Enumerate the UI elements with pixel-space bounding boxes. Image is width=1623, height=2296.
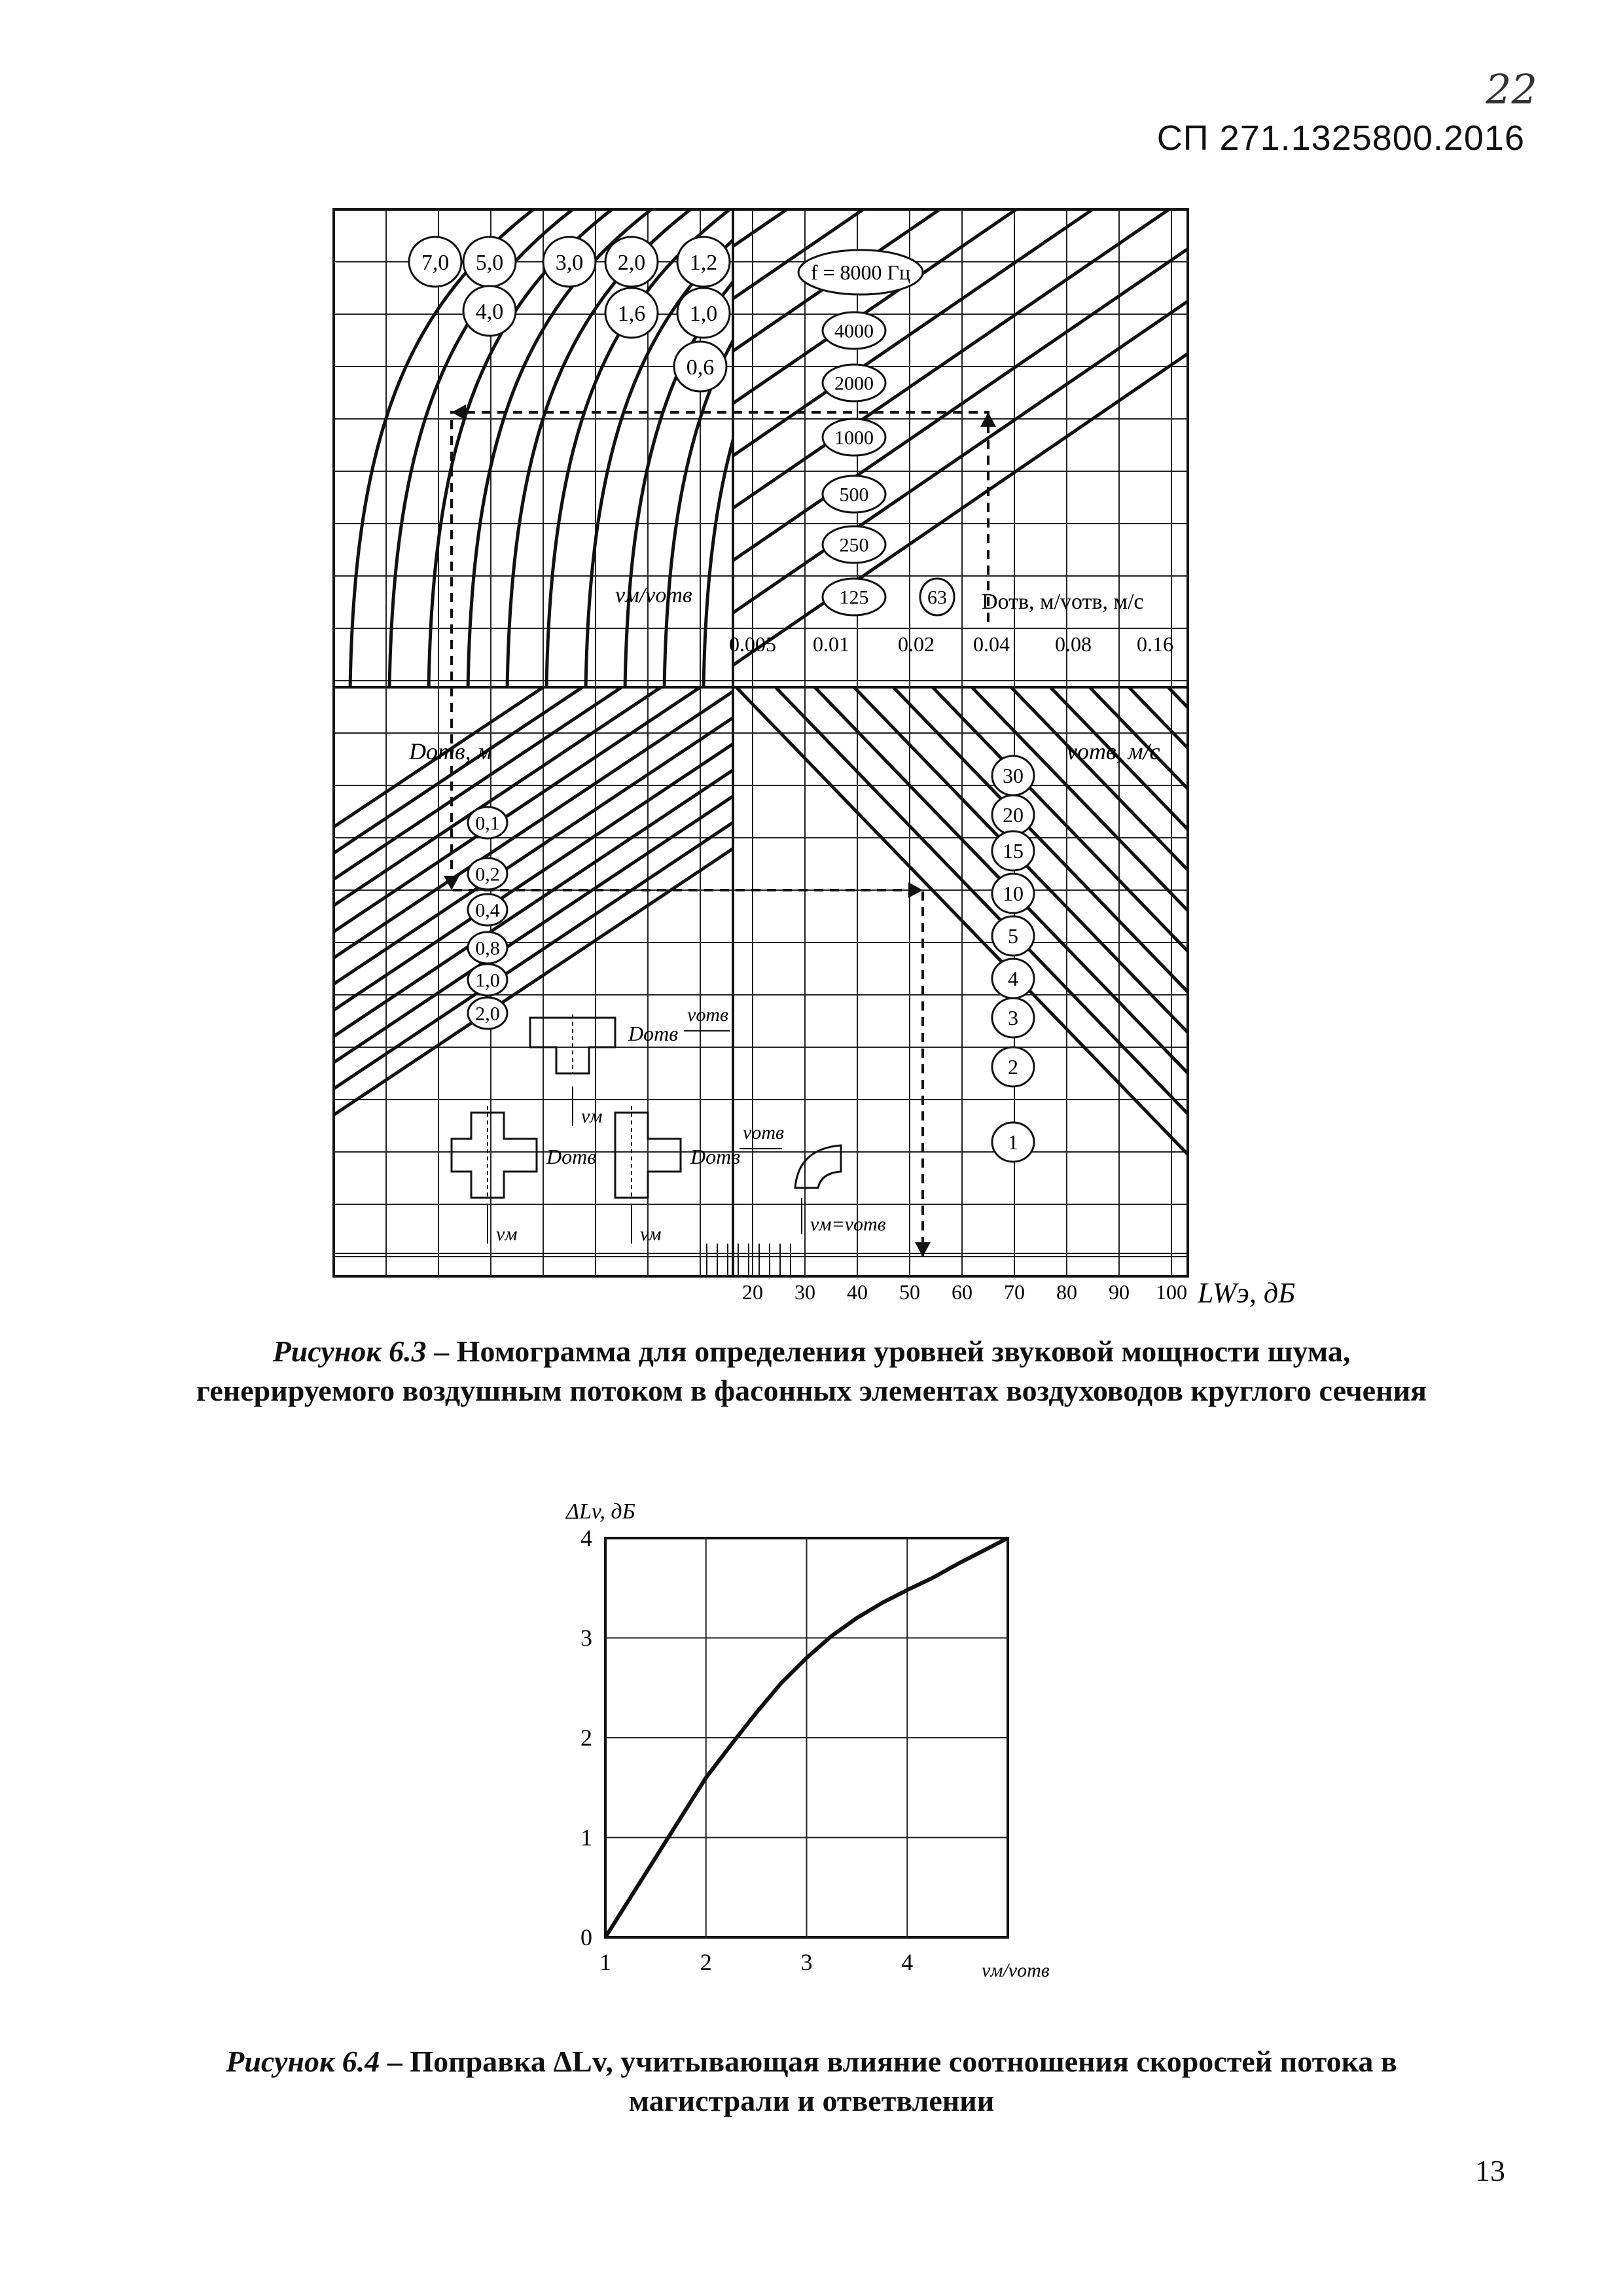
frequency-circle: f = 8000 Гц xyxy=(810,260,911,285)
velocity-circle: 4 xyxy=(1008,967,1018,991)
tee-diameter-label: Dотв xyxy=(628,1022,679,1045)
frequency-circle: 2000 xyxy=(834,372,874,395)
velocity-line xyxy=(893,687,1463,1276)
x-axis-tick-label: 70 xyxy=(1004,1280,1025,1304)
correction-y-tick-label: 3 xyxy=(580,1624,592,1651)
correction-chart-grid xyxy=(605,1538,1008,1937)
correction-y-tick-label: 0 xyxy=(580,1924,592,1950)
cross-diameter-label: Dотв xyxy=(546,1145,597,1168)
d-over-v-tick-label: 0.01 xyxy=(813,632,849,656)
ratio-circle: 5,0 xyxy=(475,250,504,275)
x-axis-tick-label: 20 xyxy=(742,1280,763,1304)
correction-x-tick-label: 1 xyxy=(599,1949,611,1975)
x-axis-tick-label: 30 xyxy=(794,1280,815,1304)
velocity-axis-label: vотв, м/с xyxy=(1067,738,1160,764)
velocity-lines xyxy=(736,687,1623,1276)
handwritten-page-mark: 22 xyxy=(1486,65,1537,113)
diameter-circle: 1,0 xyxy=(475,969,500,992)
ratio-circle: 1,2 xyxy=(689,250,718,275)
velocity-circle: 3 xyxy=(1008,1006,1018,1030)
x-axis-tick-label: 40 xyxy=(847,1280,868,1304)
velocity-line xyxy=(1011,687,1580,1276)
cross-main-velocity-label: vм xyxy=(496,1223,518,1245)
correction-y-tick-label: 1 xyxy=(580,1824,592,1851)
diameter-line xyxy=(327,583,740,857)
diameter-circle: 0,2 xyxy=(475,863,500,886)
diameter-circle: 0,4 xyxy=(475,899,500,922)
x-axis-tick-label: 60 xyxy=(952,1280,972,1304)
correction-y-tick-label: 4 xyxy=(580,1525,592,1551)
example-arrow-head xyxy=(452,404,466,420)
figure-6-3-caption-lead: Рисунок 6.3 xyxy=(272,1335,427,1368)
figure-6-4-caption xyxy=(183,2042,1440,2121)
frequency-circle: 63 xyxy=(927,586,947,609)
correction-x-tick-label: 4 xyxy=(901,1949,914,1975)
frequency-circle: 500 xyxy=(839,484,869,506)
diameter-line xyxy=(327,844,740,1119)
frequency-line xyxy=(720,85,1198,412)
page-number: 13 xyxy=(1475,2154,1505,2187)
velocity-circle: 5 xyxy=(1008,924,1018,948)
document-code-header: СП 271.1325800.2016 xyxy=(1156,118,1525,158)
velocity-circle: 20 xyxy=(1003,803,1024,827)
figure-6-4-caption-lead: Рисунок 6.4 xyxy=(226,2045,380,2078)
side-tee-branch-velocity-label: vотв xyxy=(743,1122,785,1143)
example-arrow-head xyxy=(908,882,923,898)
correction-x-tick-label: 3 xyxy=(800,1949,813,1975)
diameter-line xyxy=(327,766,740,1041)
d-over-v-axis-label: Dотв, м/vотв, м/с xyxy=(982,590,1144,614)
figure-6-4-caption-text: – Поправка ΔLv, учитывающая влияние соотношения скоростей потока в магистрали и ответвлении xyxy=(380,2045,1397,2117)
velocity-circle: 10 xyxy=(1003,882,1024,906)
d-over-v-tick-label: 0.005 xyxy=(729,632,776,656)
tee-main-velocity-label: vм xyxy=(581,1105,603,1127)
ratio-circle: 1,0 xyxy=(689,301,718,326)
frequency-circle: 4000 xyxy=(834,320,874,342)
d-over-v-tick-label: 0.02 xyxy=(898,632,935,656)
velocity-line xyxy=(1090,687,1623,1276)
fitting-sketches xyxy=(452,1004,886,1245)
ratio-circle: 7,0 xyxy=(421,250,450,275)
x-axis-label: LWэ, дБ xyxy=(1198,1277,1296,1309)
frequency-line xyxy=(720,0,1198,151)
example-dashed-path xyxy=(452,412,988,1257)
example-arrow-head xyxy=(915,1242,931,1257)
diameter-line xyxy=(327,661,740,936)
x-axis-tick-label: 50 xyxy=(899,1280,920,1304)
correction-chart-figure-6-4 xyxy=(0,1473,1623,2036)
nomogram-labels xyxy=(408,237,1295,1309)
diameter-axis-label: Dотв, м xyxy=(409,738,492,764)
velocity-line xyxy=(1168,687,1623,1276)
figure-6-3-caption-text: – Номограмма для определения уровней звуковой мощности шума, генерируемого воздушным потоком в фасонных элементах воздуховодов круглого сечения xyxy=(196,1335,1427,1407)
ratio-circle: 2,0 xyxy=(617,250,646,275)
d-over-v-tick-label: 0.04 xyxy=(973,632,1010,656)
velocity-line xyxy=(854,687,1423,1276)
frequency-line xyxy=(720,242,1198,569)
frequency-line xyxy=(720,295,1198,622)
ratio-circle: 0,6 xyxy=(686,355,715,380)
tee-branch-velocity-label: vотв xyxy=(687,1004,729,1026)
side-tee-diameter-label: Dотв xyxy=(690,1145,741,1168)
frequency-circle: 1000 xyxy=(834,427,874,449)
frequency-line xyxy=(720,190,1198,517)
x-axis-tick-label: 100 xyxy=(1156,1280,1187,1304)
velocity-line xyxy=(972,687,1541,1276)
d-over-v-tick-label: 0.16 xyxy=(1137,632,1173,656)
correction-y-tick-label: 2 xyxy=(580,1725,592,1751)
diameter-circle: 2,0 xyxy=(475,1003,500,1025)
frequency-line xyxy=(720,0,1198,203)
correction-x-axis-label: vм/vотв xyxy=(982,1960,1050,1981)
diameter-line xyxy=(327,713,740,988)
diameter-circle: 0,8 xyxy=(475,937,500,960)
correction-x-tick-label: 2 xyxy=(700,1949,712,1975)
diameter-line xyxy=(327,818,740,1093)
velocity-line xyxy=(776,687,1345,1276)
x-axis-tick-label: 80 xyxy=(1056,1280,1077,1304)
elbow-velocity-label: vм=vотв xyxy=(810,1213,886,1235)
velocity-circle: 15 xyxy=(1003,839,1024,863)
frequency-circle: 250 xyxy=(839,534,869,556)
frequency-line xyxy=(720,0,1198,255)
frequency-lines xyxy=(720,0,1198,674)
x-axis-tick-label: 90 xyxy=(1109,1280,1130,1304)
side-tee-main-velocity-label: vм xyxy=(640,1223,662,1245)
frequency-circle: 125 xyxy=(839,586,869,609)
velocity-line xyxy=(815,687,1384,1276)
velocity-line xyxy=(1050,687,1620,1276)
frequency-line xyxy=(720,137,1198,465)
velocity-circle: 2 xyxy=(1008,1055,1018,1079)
ratio-axis-label: vм/vотв xyxy=(615,583,692,607)
ratio-curve xyxy=(507,209,690,691)
frequency-line xyxy=(720,33,1198,360)
diameter-circle: 0,1 xyxy=(475,812,500,834)
ratio-circle: 4,0 xyxy=(475,299,504,324)
figure-6-3-caption xyxy=(183,1332,1440,1410)
diameter-line xyxy=(327,687,740,962)
velocity-circle: 1 xyxy=(1008,1130,1018,1155)
frequency-line xyxy=(720,347,1198,674)
correction-y-axis-label: ΔLv, дБ xyxy=(566,1499,635,1524)
d-over-v-tick-label: 0.08 xyxy=(1055,632,1092,656)
ratio-circle: 3,0 xyxy=(555,250,584,275)
cross-fitting-outline xyxy=(452,1113,537,1198)
diameter-line xyxy=(327,740,740,1014)
velocity-circle: 30 xyxy=(1003,764,1024,788)
ratio-circle: 1,6 xyxy=(617,301,646,326)
velocity-line xyxy=(1129,687,1623,1276)
